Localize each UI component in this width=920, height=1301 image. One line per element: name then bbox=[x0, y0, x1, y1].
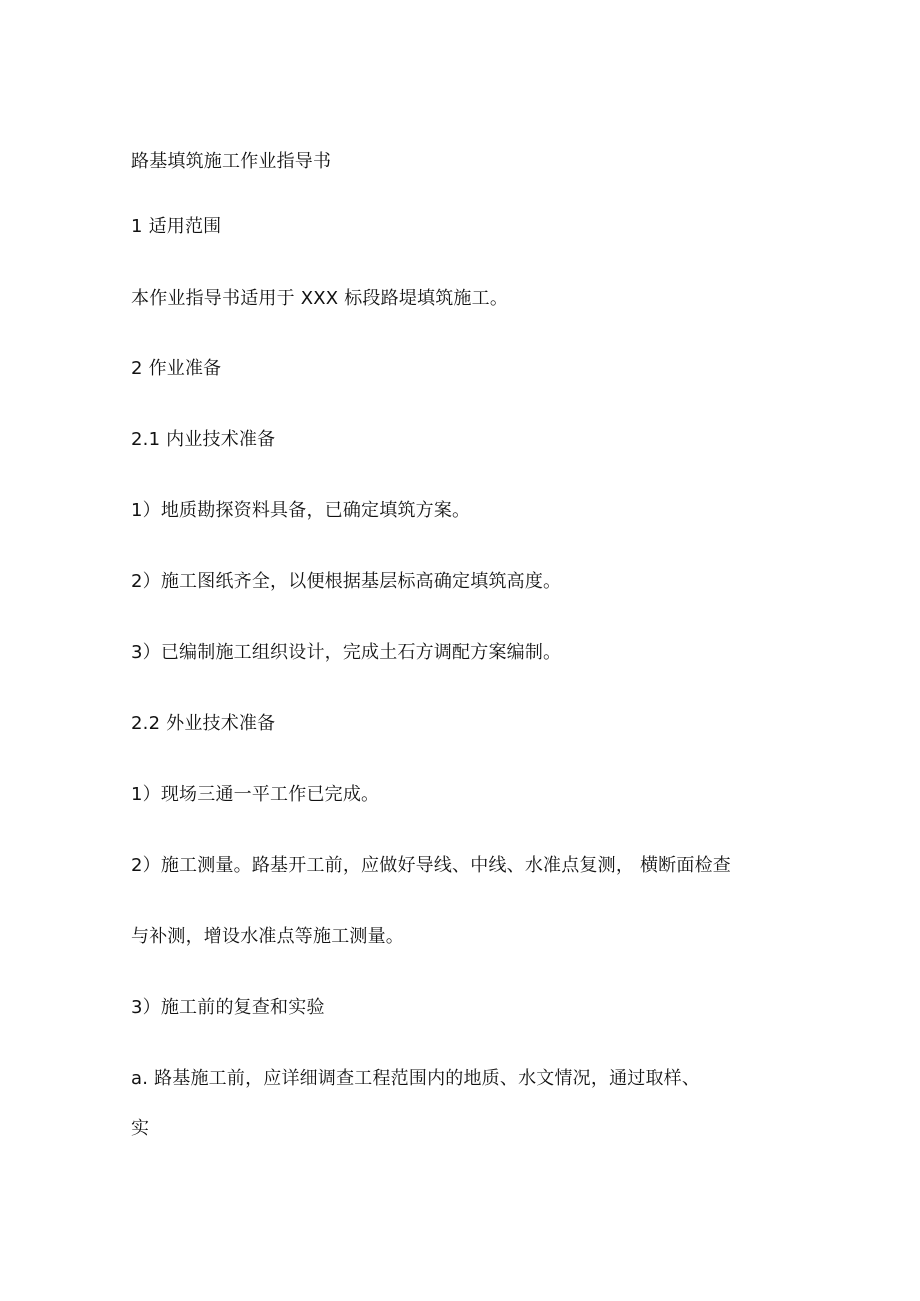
list-item-continuation: 与补测，增设水准点等施工测量。 bbox=[131, 926, 404, 947]
subsection-heading-2-1: 2.1 内业技术准备 bbox=[131, 429, 276, 450]
list-item: 3）已编制施工组织设计，完成土石方调配方案编制。 bbox=[131, 642, 562, 663]
list-item: 1）地质勘探资料具备，已确定填筑方案。 bbox=[131, 500, 471, 521]
list-item: 2）施工图纸齐全，以便根据基层标高确定填筑高度。 bbox=[131, 571, 562, 592]
paragraph-scope: 本作业指导书适用于 XXX 标段路堤填筑施工。 bbox=[131, 288, 509, 309]
paragraph-line: a. 路基施工前，应详细调查工程范围内的地质、水文情况，通过取样、 bbox=[131, 1068, 701, 1089]
subsection-heading-2-2: 2.2 外业技术准备 bbox=[131, 713, 276, 734]
list-item: 1）现场三通一平工作已完成。 bbox=[131, 784, 380, 805]
section-heading-2: 2 作业准备 bbox=[131, 358, 222, 379]
section-heading-1: 1 适用范围 bbox=[131, 216, 222, 237]
paragraph-line: 实 bbox=[131, 1118, 150, 1139]
list-item: 2）施工测量。路基开工前，应做好导线、中线、水准点复测， 横断面检查 bbox=[131, 855, 731, 876]
document-title: 路基填筑施工作业指导书 bbox=[131, 151, 332, 172]
list-item: 3）施工前的复查和实验 bbox=[131, 997, 325, 1018]
